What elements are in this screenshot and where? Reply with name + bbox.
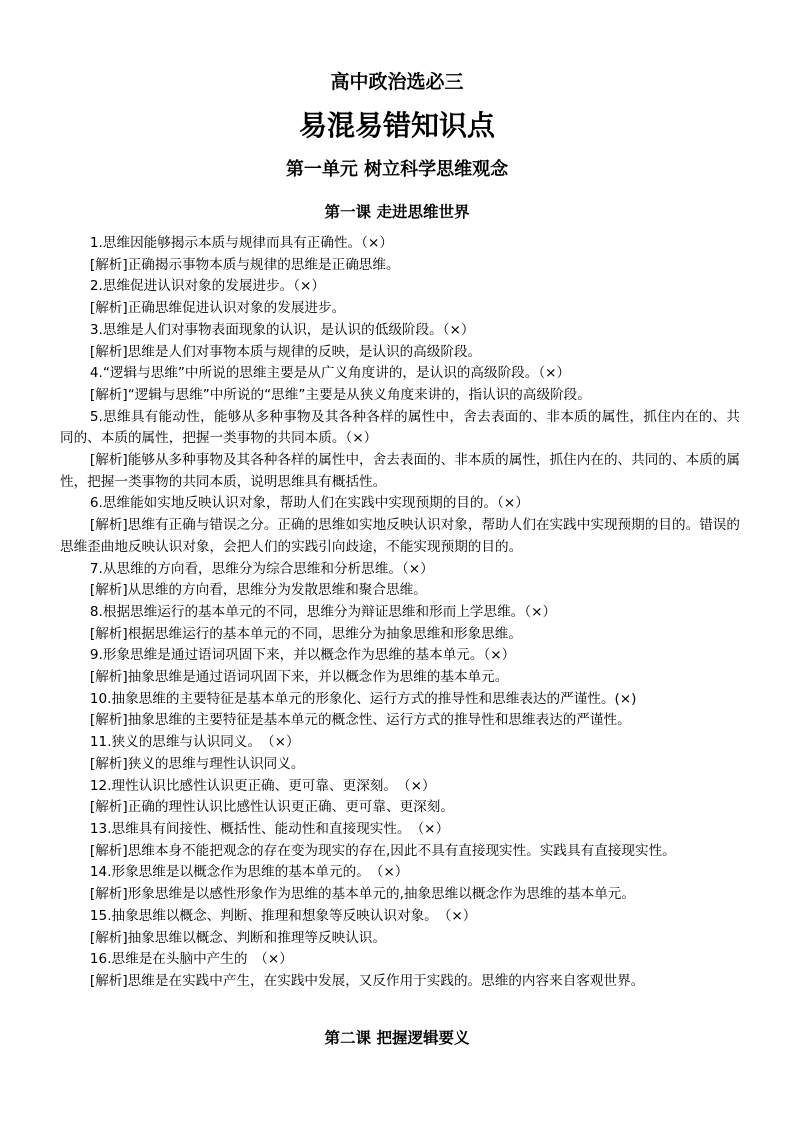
analysis-item: [解析]从思维的方向看，思维分为发散思维和聚合思维。 <box>89 582 427 599</box>
analysis-item: [解析]根据思维运行的基本单元的不同，思维分为抽象思维和形象思维。 <box>89 625 522 642</box>
unit-heading: 第一单元 树立科学思维观念 <box>285 159 509 180</box>
question-item: 10.抽象思维的主要特征是基本单元的形象化、运行方式的推导性和思维表达的严谨性。(×) <box>89 690 637 707</box>
analysis-item: [解析]正确的理性认识比感性认识更正确、更可靠、更深刻。 <box>89 799 454 816</box>
question-item: 5.思维具有能动性，能够从多种事物及其各种各样的属性中，舍去表面的、非本质的属性，抓住内在的、共同的、本质的属性，把握一类事物的共同本质。（×） <box>60 408 740 447</box>
lesson-1-heading: 第一课 走进思维世界 <box>324 203 470 221</box>
analysis-item: [解析]形象思维是以感性形象作为思维的基本单元的,抽象思维以概念作为思维的基本单元。 <box>89 886 635 903</box>
question-item: 15.抽象思维以概念、判断、推理和想象等反映认识对象。 （×） <box>89 907 477 924</box>
analysis-item: [解析]抽象思维是通过语词巩固下来，并以概念作为思维的基本单元。 <box>89 669 509 686</box>
analysis-item: [解析]抽象思维以概念、判断和推理等反映认识。 <box>89 929 386 946</box>
question-item: 8.根据思维运行的基本单元的不同，思维分为辩证思维和形而上学思维。（×） <box>89 603 557 620</box>
lesson-1-items <box>60 233 740 993</box>
question-item: 4.“逻辑与思维”中所说的思维主要是从广义角度讲的，是认识的高级阶段。（×） <box>89 365 571 382</box>
question-item: 6.思维能如实地反映认识对象，帮助人们在实践中实现预期的目的。（×） <box>89 495 529 512</box>
question-item: 7.从思维的方向看，思维分为综合思维和分析思维。（×） <box>89 560 434 577</box>
document-main-title: 易混易错知识点 <box>298 109 495 142</box>
analysis-item: [解析]正确揭示事物本质与规律的思维是正确思维。 <box>89 256 400 273</box>
lesson-2-heading: 第二课 把握逻辑要义 <box>324 1029 470 1047</box>
analysis-item: [解析]思维有正确与错误之分。正确的思维如实地反映认识对象，帮助人们在实践中实现预期的目的。错误的思维歪曲地反映认识对象，会把人们的实践引向歧途，不能实现预期的目的。 <box>60 517 740 555</box>
analysis-item: [解析]能够从多种事物及其各种各样的属性中，舍去表面的、非本质的属性，抓住内在的、共同的、本质的属性，把握一类事物的共同本质，说明思维具有概括性。 <box>60 452 740 490</box>
analysis-item: [解析]狭义的思维与理性认识同义。 <box>89 755 305 772</box>
question-item: 12.理性认识比感性认识更正确、更可靠、更深刻。 （×） <box>89 777 436 794</box>
question-item: 14.形象思维是以概念作为思维的基本单元的。 （×） <box>89 864 409 881</box>
question-item: 11.狭义的思维与认识同义。 （×） <box>89 734 300 751</box>
question-item: 1.思维因能够揭示本质与规律而具有正确性。（×） <box>89 235 393 251</box>
analysis-item: [解析]思维是在实践中产生，在实践中发展，又反作用于实践的。思维的内容来自客观世界。 <box>89 972 645 989</box>
analysis-item: [解析]正确思维促进认识对象的发展进步。 <box>89 300 346 317</box>
question-item: 13.思维具有间接性、概括性、能动性和直接现实性。 （×） <box>89 820 450 837</box>
question-item: 3.思维是人们对事物表面现象的认识，是认识的低级阶段。（×） <box>89 321 475 338</box>
analysis-item: [解析]思维是人们对事物本质与规律的反映，是认识的高级阶段。 <box>89 343 482 360</box>
analysis-item: [解析]思维本身不能把观念的存在变为现实的存在,因此不具有直接现实性。实践具有直接现实性。 <box>89 842 676 859</box>
analysis-item: [解析]抽象思维的主要特征是基本单元的概念性、运行方式的推导性和思维表达的严谨性。 <box>89 712 631 729</box>
question-item: 2.思维促进认识对象的发展进步。（×） <box>89 278 325 295</box>
document-course-title: 高中政治选必三 <box>330 71 464 93</box>
question-item: 9.形象思维是通过语词巩固下来，并以概念作为思维的基本单元。（×） <box>89 647 516 664</box>
analysis-item: [解析]“逻辑与思维”中所说的“思维”主要是从狭义角度来讲的，指认识的高级阶段。 <box>89 386 591 403</box>
question-item: 16.思维是在头脑中产生的 （×） <box>89 951 293 968</box>
